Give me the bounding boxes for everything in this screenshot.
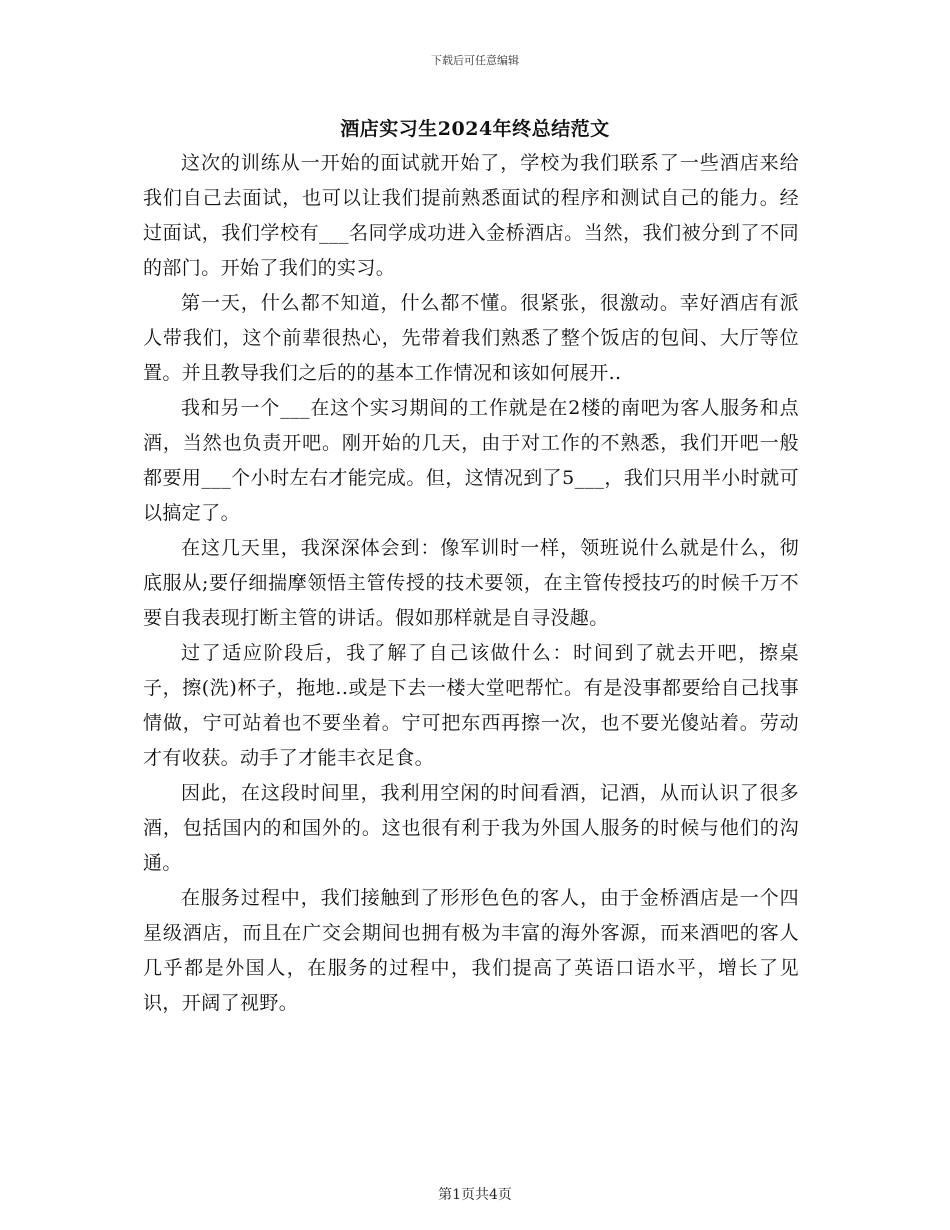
paragraph-1: 这次的训练从一开始的面试就开始了，学校为我们联系了一些酒店来给我们自己去面试，也可以让我们提前熟悉面试的程序和测试自己的能力。经过面试，我们学校有___名同学成功进入金桥酒店。当然，我们被分到了不同的部门。开始了我们的实习。	[143, 152, 799, 279]
page-header-note: 下载后可任意编辑	[431, 54, 519, 67]
document-title: 酒店实习生2024年终总结范文	[340, 118, 610, 140]
document-body	[143, 146, 799, 1021]
page-number: 第1页共4页	[438, 1187, 512, 1203]
paragraph-7: 在服务过程中，我们接触到了形形色色的客人，由于金桥酒店是一个四星级酒店，而且在广交会期间也拥有极为丰富的海外客源，而来酒吧的客人几乎都是外国人，在服务的过程中，我们提高了英语口语水平，增长了见识，开阔了视野。	[143, 887, 799, 1014]
paragraph-2: 第一天，什么都不知道，什么都不懂。很紧张，很激动。幸好酒店有派人带我们，这个前辈很热心，先带着我们熟悉了整个饭店的包间、大厅等位置。并且教导我们之后的的基本工作情况和该如何展开..	[143, 292, 799, 384]
paragraph-4: 在这几天里，我深深体会到：像军训时一样，领班说什么就是什么，彻底服从;要仔细揣摩领悟主管传授的技术要领，在主管传授技巧的时候千万不要自我表现打断主管的讲话。假如那样就是自寻没趣。	[143, 537, 799, 629]
paragraph-6: 因此，在这段时间里，我利用空闲的时间看酒，记酒，从而认识了很多酒，包括国内的和国外的。这也很有利于我为外国人服务的时候与他们的沟通。	[143, 782, 799, 874]
paragraph-5: 过了适应阶段后，我了解了自己该做什么：时间到了就去开吧，擦桌子，擦(洗)杯子，拖地..或是下去一楼大堂吧帮忙。有是没事都要给自己找事情做，宁可站着也不要坐着。宁可把东西再擦一次，也不要光傻站着。劳动才有收获。动手了才能丰衣足食。	[143, 642, 799, 769]
paragraph-3: 我和另一个___在这个实习期间的工作就是在2楼的南吧为客人服务和点酒，当然也负责开吧。刚开始的几天，由于对工作的不熟悉，我们开吧一般都要用___个小时左右才能完成。但，这情况到了5___，我们只用半小时就可以搞定了。	[143, 397, 799, 524]
